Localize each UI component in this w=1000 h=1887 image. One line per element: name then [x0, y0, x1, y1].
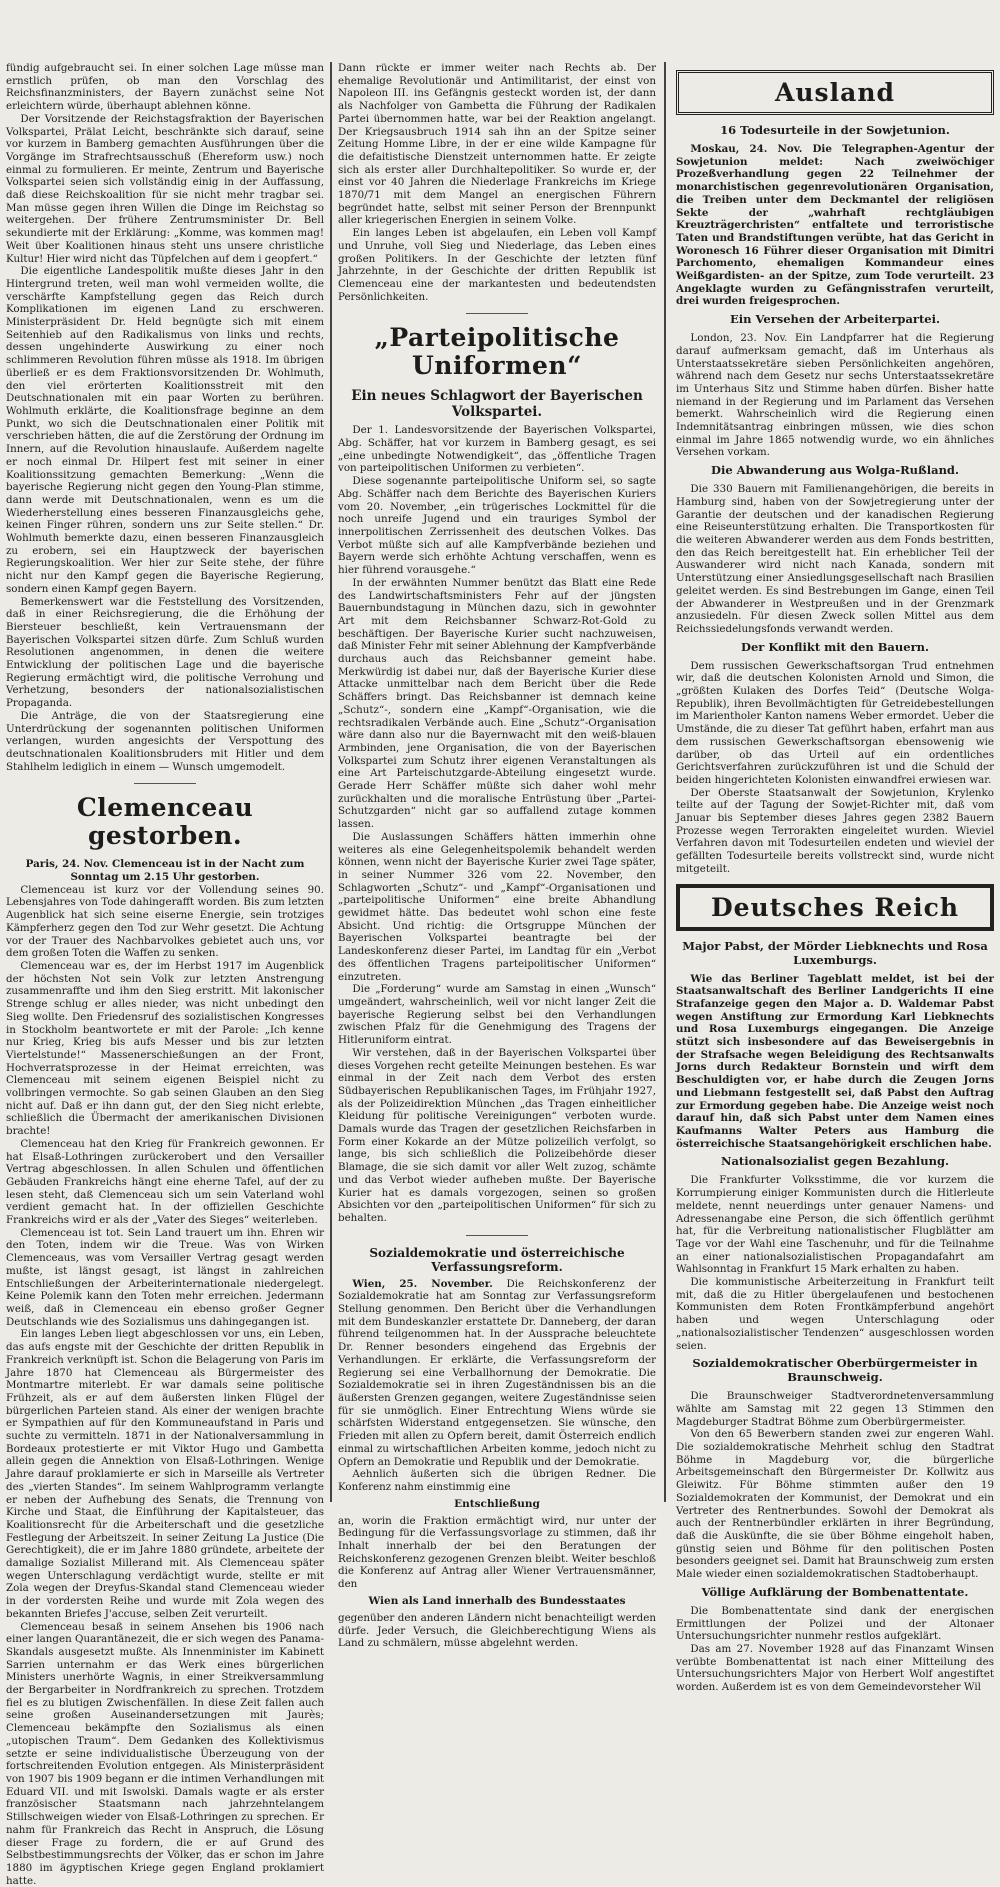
headline-clemenceau: Clemenceau gestorben. [76, 793, 254, 851]
article-paragraph: Der 1. Landesvorsitzende der Bayerischen Volkspartei, Abg. Schäffer, hat vor kurzem in Bamberg gesagt, es sei „eine unbedingte Notwendigkeit“, das „öffentliche Tragen von parteipolitischen Uniformen zu verbieten“. [338, 424, 656, 475]
article-paragraph: fündig aufgebraucht sei. In einer solchen Lage müsse man ernstlich prüfen, ob man den Vorschlag des Reichsfinanzministers, der Bayern zunächst seine Not erleichtern würde, überhaupt ablehnen könne. [6, 62, 324, 113]
subheading-wien: Wien als Land innerhalb des Bundesstaates [368, 1594, 626, 1607]
section-box-deutsches-reich: Deutsches Reich [676, 884, 994, 931]
article-paragraph: Die Bombenattentate sind dank der energischen Ermittlungen der Polizei und der Altonaer Untersuchungsrichter nunmehr restlos aufgeklärt. [676, 1604, 994, 1643]
article-paragraph: Dann rückte er immer weiter nach Rechts ab. Der ehemalige Revolutionär und Antimilitarist, der einst von Napoleon III. ins Gefängnis gesteckt worden ist, der dann als Nachfolger von Gambetta die Führung der Radikalen Partei übernommen hatte, war bei der Reaktion angelangt. Der Kriegsausbruch 1914 sah ihn an der Spitze seiner Zeitung Homme Libre, in der er eine wilde Kampagne für die defaitistische Dienstzeit unternommen hatte. Er zeigte sich als erster aller Durchhaltepolitiker. So wurde er, der einst vor 40 Jahren die Niederlage Frankreichs im Kriege 1870/71 mit dem Mangel an energischen Führern begründet hatte, selbst mit seiner Person der Brennpunkt aller kriegerischen Energien in seinem Volke. [338, 62, 656, 227]
headline-versehen: Ein Versehen der Arbeiterpartei. [730, 312, 940, 327]
headline-oberbuergermeister: Sozialdemokratischer Oberbürgermeister in Braunschweig. [692, 1356, 978, 1385]
subheading-entschliessung: Entschließung [454, 1497, 540, 1510]
article-paragraph: Von den 65 Bewerbern standen zwei zur engeren Wahl. Die sozialdemokratische Mehrheit schlug den Stadtrat Böhme in Magdeburg vor, die bürgerliche Arbeitsgemeinschaft den Bürgermeister Dr. Kollwitz aus Gleiwitz. Für Böhme stimmten außer den 19 Sozialdemokraten der Kommunist, der Demokrat und ein Vertreter des Rentnerbundes. Sowohl der Demokrat als auch der Rentnerbündler erklärten in ihrer Begründung, daß die Auskünfte, die sie über Böhme eingeholt haben, günstig seien und Böhme für den politischen Posten besonders geeignet sei. Damit hat Braunschweig zum ersten Male wieder einen sozialdemokratischen Stadtoberhaupt. [676, 1428, 994, 1581]
article-separator [466, 313, 528, 314]
article-paragraph: Dem russischen Gewerkschaftsorgan Trud entnehmen wir, daß die deutschen Kolonisten Arnold und Simon, die „größten Kulaken des Dorfes Teid“ (Deutsche Wolga-Republik), ihren Bevollmächtigten für Getreidebestellungen im Marientholer Kanton namens Weber ermordet. Ueber die Umstände, die zu dieser Tat geführt haben, erfahrt man aus dem russischen Gewerkschaftsorgan ebensowenig wie darüber, ob das Urteil auf ein ordentliches Gerichtsverfahren zurückzuführen ist und die Schuld der beiden hingerichteten Kolonisten einwandfrei erwiesen war. [676, 659, 994, 786]
headline-konflikt: Der Konflikt mit den Bauern. [741, 639, 929, 654]
subheadline-uniformen: Ein neues Schlagwort der Bayerischen Volkspartei. [351, 388, 643, 421]
dateline: Moskau, 24. Nov. [690, 143, 803, 155]
article-paragraph: Clemenceau hat den Krieg für Frankreich gewonnen. Er hat Elsaß-Lothringen zurückerobert und den Versailler Vertrag abgeschlossen. In allen Schulen und öffentlichen Gebäuden Frankreichs hängt eine eherne Tafel, auf der zu lesen steht, daß Clemenceau sich um sein Vaterland wohl verdient gemacht hat. In der offiziellen Geschichte Frankreichs wird er als der „Vater des Sieges“ weiterleben. [6, 1137, 324, 1227]
article-paragraph [338, 1278, 656, 1469]
article-lead [6, 858, 324, 883]
dateline: Paris, 24. Nov. [25, 858, 109, 871]
article-paragraph: Der Oberste Staatsanwalt der Sowjetunion, Krylenko teilte auf der Tagung der Sowjet-Richter mit, daß vom Januar bis September dieses Jahres gegen 2382 Bauern Prozesse wegen Terrorakten eingeleitet wurden. Wieviel Verfahren davon mit Todesurteilen endeten und wieviel der gefällten Todesurteile bereits vollstreckt sind, wurde nicht mitgeteilt. [676, 786, 994, 875]
article-paragraph: an, worin die Fraktion ermächtigt wird, nur unter der Bedingung für die Verfassungsvorlage zu stimmen, daß ihr Inhalt innerhalb der bei den Beratungen der Reichskonferenz gezogenen Grenzen bleibt. Weiter beschloß die Konferenz auf Antrag aller Wiener Vertrauensmänner, den [338, 1514, 656, 1591]
article-paragraph: Diese sogenannte parteipolitische Uniform sei, so sagte Abg. Schäffer nach dem Berichte des Bayerischen Kuriers vom 20. November, „ein trügerisches Lockmittel für die noch unreife Jugend und ein trauriges Symbol der innerpolitischen Zerrissenheit des deutschen Volkes. Das Verbot müßte sich auf alle Kampfverbände beziehen und Bayern werde sich erhöhte Achtung verschaffen, wenn es hier führend vorausgehe.“ [338, 475, 656, 577]
headline-todesurteile: 16 Todesurteile in der Sowjetunion. [720, 123, 950, 137]
article-paragraph: Clemenceau besaß in seinem Ansehen bis 1906 nach einer langen Quarantänezeit, die er sich wegen des Panama-Skandals ausgesetzt mußte. Als Innenminister im Kabinett Sarrien unternahm er das Werk eines bürgerlichen Ministers unerhörte Wagnis, in einer Streikversammlung der Bergarbeiter in Nordfrankreich zu sprechen. Trotzdem fiel es zu blutigen Zwischenfällen. In diese Zeit fallen auch seine großen Auseinandersetzungen mit Jaurès; Clemenceau bekämpfte den Sozialismus als einen „utopischen Traum“. Dem Gedanken des Kollektivismus setzte er seine individualistische Überzeugung von der fortschreitenden Evolution entgegen. Als Ministerpräsident von 1907 bis 1909 begann er die intimen Verhandlungen mit Eduard VII. und mit Iswolski. Damals wagte er als erster französischer Staatsmann nach jahrzehntelangem Stillschweigen wieder von Elsaß-Lothringen zu sprechen. Er nahm für Frankreich das Recht in Anspruch, die Lösung dieser Frage zu fordern, die er auf Grund des Selbstbestimmungsrechts der Völker, das er schon im Jahre 1880 im ägyptischen Kriege gegen England proklamiert hatte. [6, 1620, 324, 1887]
headline-uniformen: „Parteipolitische Uniformen“ [374, 323, 620, 381]
article-paragraph: Die Anträge, die von der Staatsregierung eine Unterdrückung der sogenannten politischen Uniformen verlangen, wurden angesichts der Verspottung des deutschnationalen Koalitionsbruders mit Hitler und dem Stahlhelm lediglich in einem — Wunsch umgemodelt. [6, 709, 324, 773]
article-paragraph: Clemenceau ist tot. Sein Land trauert um ihn. Ehren wir den Toten, indem wir die Treue. Was von Wirken Clemenceaus, was vom Versailler Vertrag gesagt werden mußte, ist längst gesagt, ist längst in zahlreichen Entschließungen der Arbeiterinternationale niedergelegt. Keine Polemik kann den Toten mehr erreichen. Jedermann weiß, daß in Clemenceau ein ebenso großer Gegner Deutschlands wie des Sozialismus uns dahingegangen ist. [6, 1226, 324, 1328]
article-separator [134, 783, 196, 784]
article-paragraph: Clemenceau war es, der im Herbst 1917 im Augenblick der höchsten Not sein Volk zur letzten Anstrengung zusammenraffte und ihm den Sieg erstritt. Mit lakonischer Strenge schlug er alles nieder, was nicht unbedingt den Sieg wollte. Den Friedensruf des sozialistischen Kongresses in Stockholm beantwortete er mit der Parole: „Ich kenne nur Krieg, Krieg bis aufs Messer und bis zur letzten Viertelstunde!“ Massenerschießungen an der Front, Hochverratsprozesse in der Heimat erreichten, was Clemenceau mit seinem eigenen Beispiel nicht zu vollbringen vermochte. So gab seinen Glauben an den Sieg nicht auf. Daß er ihn dann gut, der den Sieg nicht erlebte, schließlich die Übermacht der amerikanischen Divisionen brachte! [6, 960, 324, 1138]
column-middle [338, 62, 656, 1650]
article-paragraph: Die Auslassungen Schäffers hätten immerhin ohne weiteres als eine Gelegenheitspolemik behandelt werden können, wenn nicht der Bayerische Kurier zwei Tage später, in seiner Nummer 326 vom 22. November, den Schlagworten „Schutz“- und „Kampf“-Organisationen und „parteipolitische Uniformen“ eine breite Abhandlung gewidmet hätte. Das bedeutet wohl schon eine feste Absicht. Und richtig: die Ortsgruppe München der Bayerischen Volkspartei beantragte bei der Landeskonferenz dieser Partei, im Landtag für ein „Verbot des öffentlichen Tragens parteipolitischer Uniformen“ einzutreten. [338, 830, 656, 983]
article-paragraph: In der erwähnten Nummer benützt das Blatt eine Rede des Landwirtschaftsministers Fehr auf der jüngsten Bauernbundstagung in München dazu, sich in gewohnter Art mit dem Reichsbanner Schwarz-Rot-Gold zu beschäftigen. Der Bayerische Kurier sucht nachzuweisen, daß Minister Fehr mit seiner Ablehnung der Kampfverbände durchaus auch das Reichsbanner gemeint habe. Merkwürdig ist dabei nur, daß der Bayerische Kurier diese Attacke unmittelbar nach dem Bericht über die Rede Schäffers bringt. Das Reichsbanner ist demnach keine „Schutz“-, sondern eine „Kampf“-Organisation, wie die rechtsradikalen Verbände auch. Eine „Schutz“-Organisation wäre dann also nur die Bayernwacht mit den weiß-blauen Armbinden, jene Organisation, die von der Bayerischen Volkspartei zum Schutz ihrer eigenen Veranstaltungen als eine Art Parteischutzgarde-Abteilung eingesetzt wurde. Gerade Herr Schäffer müßte sich daher wohl mehr zurückhalten und die moralische Entrüstung über „Partei-Schutzgarden“ nicht gar so auffallend zutage kommen lassen. [338, 576, 656, 831]
article-paragraph: Clemenceau ist kurz vor der Vollendung seines 90. Lebensjahres von Tode dahingerafft worden. Bis zum letzten Augenblick hat sich seine eiserne Energie, sein trotziges Kämpferherz gegen den Tod zur Wehr gesetzt. Die Achtung vor der Trauer des Nachbarvolkes gebietet auch uns, vor dem großen Toten die Waffen zu senken. [6, 883, 324, 960]
article-paragraph [676, 143, 994, 308]
headline-bombenattentate: Völlige Aufklärung der Bombenattentate. [701, 1584, 969, 1599]
column-divider [664, 62, 666, 1502]
article-paragraph: Die Frankfurter Volksstimme, die vor kurzem die Korrumpierung einiger Kommunisten durch die Hitlerleute meldete, nennt neuerdings unter genauer Namens- und Adressenangabe eine Person, die sich öffentlich gerühmt hat, für die Verbreitung nationalistischer Flugblätter am Tage vor der Wahl eine Taschenuhr, und für die Teilnahme an einer nationalsozialistischen Propagandafahrt am Wahlsonntag in Frankfurt 15 Mark erhalten zu haben. [676, 1174, 994, 1276]
paragraph-text: Die Reichskonferenz der Sozialdemokratie hat am Sonntag zur Verfassungsreform Stellung genommen. Den Bericht über die Verhandlungen mit dem Bundeskanzler erstattete Dr. Danneberg, der daran führend teilgenommen hat. In der Aussprache beleuchtete Dr. Renner besonders eingehend das Ergebnis der Verhandlungen. Er erklärte, die Verfassungsreform der Regierung sei eine Verballhornung der Demokratie. Die Sozialdemokratie sei in ihren Zugeständnissen bis an die äußersten Grenzen gegangen, weitere Zugeständnisse seien für sie unmöglich. Einer Entrechtung Wiens würde sie schärfsten Widerstand entgegensetzen. Sie wünsche, den Frieden mit allen zu Opfern bereit, damit Österreich endlich einmal zu wirtschaftlichen Arbeiten komme, jedoch nicht zu Opfern an Demokratie und Republik und der Demokratie. [338, 1277, 656, 1468]
article-paragraph: Die „Forderung“ wurde am Samstag in einen „Wunsch“ umgeändert, wahrscheinlich, weil vor nicht langer Zeit die bayerische Regierung selbst bei den Verhandlungen zwischen Pfalz für die Genehmigung des Tragens der Hitleruniform eintrat. [338, 983, 656, 1047]
dateline: Wien, 25. November. [352, 1277, 493, 1290]
article-separator [466, 1235, 528, 1236]
headline-wolga: Die Abwanderung aus Wolga-Rußland. [711, 463, 959, 478]
article-paragraph: Die 330 Bauern mit Familienangehörigen, die bereits in Hamburg sind, haben von der Sowjetregierung unter der Garantie der deutschen und der kanadischen Regierung eine Reiseunterstützung erhalten. Die Transportkosten für die weiteren Abwanderer werden aus dem Fonds bestritten, den das Reich bereitgestellt hat. Ein erheblicher Teil der Auswanderer wird nicht nach Kanada, sondern mit Unterstützung einer Ansiedlungsgesellschaft nach Brasilien geleitet werden. Es sind Bestrebungen im Gange, einen Teil der Abwanderer in Westpreußen und in der Grenzmark anzusiedeln. Für diesen Zweck sollen Mittel aus dem Reichssiedelungsfonds verwandt werden. [676, 483, 994, 635]
article-paragraph: Die eigentliche Landespolitik mußte dieses Jahr in den Hintergrund treten, weil man wohl vermeiden wollte, die verschärfte Kampfstellung gegen das Reich durch Komplikationen im eigenen Land zu erschweren. Ministerpräsident Dr. Held begnügte sich mit einem Seitenhieb auf den Radikalismus von links und rechts, dessen ungehinderte Auswirkung zu einer noch schlimmeren Revolution führen müsse als 1918. Im übrigen überließ er es dem Fraktionsvorsitzenden Dr. Wohlmuth, den viel erörterten Koalitionsstreit mit den Deutschnationalen mit ein paar Worten zu berühren. Wohlmuth erklärte, die Koalitionsfrage beginne an dem Punkt, wo sich die Deutschnationalen einer Politik mit verschrieben hätten, die auf die Zerstörung der Ordnung im Innern, auf die Revolution hinauslaufe. Außerdem nagelte er noch einmal Dr. Hilpert fest mit seiner in einer Koalitionssitzung gemachten Bemerkung: „Wenn die bayerische Regierung nicht gegen den Young-Plan stimme, dann werde mit Deutschnationalen, wenn es um die Wiederherstellung eines besseren Finanzausgleichs gehe, keinen Finger rühren, sondern uns zur Seite stellen.“ Dr. Wohlmuth bemerkte dazu, einen besseren Finanzausgleich zu erobern, sei ein Hauptzweck der bayerischen Regierungskoalition. Wer hier zur Seite stehe, der führe nicht nur den Kampf gegen die Bayerische Regierung, sondern einen Kampf gegen Bayern. [6, 265, 324, 595]
article-paragraph: Bemerkenswert war die Feststellung des Vorsitzenden, daß in einer Reichsregierung, die die Erhöhung der Biersteuer beschließt, kein Vertrauensmann der Bayerischen Volkspartei sitzen dürfe. Zum Schluß wurden Resolutionen angenommen, in denen die weitere Entwicklung der politischen Lage und die bayerische Regierung ermächtigt wird, die politische Verrohung und Verhetzung, besonders der nationalsozialistischen Propaganda. [6, 595, 324, 710]
article-paragraph: Wir verstehen, daß in der Bayerischen Volkspartei über dieses Vorgehen recht geteilte Meinungen bestehen. Es war einmal in der Zeit nach dem Verbot des ersten Südbayerischen Republikanischen Tages, im Frühjahr 1927, als der Polizeidirektion München „das Tragen einheitlicher Kleidung für politische Vereinigungen“ verboten wurde. Damals wurde das Tragen der gesetzlichen Reichsfarben in Form einer Kokarde an der Mütze polizeilich verfolgt, so lange, bis sich schließlich die Polizeibehörde dieser Blamage, die sie sich damit vor aller Welt zuzog, schämte und das Verbot wieder aufheben mußte. Der Bayerische Kurier hat es damals vorgezogen, seinen so großen Absichten vor den „parteipolitischen Uniformen“ für sich zu behalten. [338, 1046, 656, 1224]
article-paragraph: Ein langes Leben ist abgelaufen, ein Leben voll Kampf und Unruhe, voll Sieg und Niederlage, das Leben eines großen Politikers. In der Geschichte der letzten fünf Jahrzehnte, in der Geschichte der dritten Republik ist Clemenceau eine der markantesten und bedeutendsten Persönlichkeiten. [338, 227, 656, 303]
article-paragraph: Ein langes Leben liegt abgeschlossen vor uns, ein Leben, das aufs engste mit der Geschichte der dritten Republik in Frankreich verknüpft ist. Schon die Belagerung von Paris im Jahre 1870 hat Clemenceau als Bürgermeister des Montmartre miterlebt. Er war damals seine politische Frühzeit, als er auf dem äußersten linken Flügel der bürgerlichen Parteien stand. Als einer der wenigen brachte er Sympathien auf für den Kommuneaufstand in Paris und suchte zu vermitteln. 1871 in der Nationalversammlung in Bordeaux protestierte er mit Viktor Hugo und Gambetta allein gegen die Annektion von Elsaß-Lothringen. Wenige Jahre darauf proklamierte er sich in Marseille als Vertreter des „vierten Standes“. Im seinem Wahlprogramm verlangte er neben der Aufhebung des Senats, die Trennung von Kirche und Staat, die Einführung der Kapitalsteuer, das Koalitionsrecht für die Arbeiterschaft und die gesetzliche Festlegung der Arbeitszeit. In seiner Zeitung La Justice (Die Gerechtigkeit), die er im Jahre 1880 gründete, arbeitete der damalige Sozialist Millerand mit. Als Clemenceau später wegen Unterschlagung verdächtigt wurde, stellte er mit Zola wegen der Dreyfus-Skandal stand Clemenceau wieder in der vordersten Reihe und wurde mit Zola wegen des bekannten Briefes J'accuse, selben Zeit verurteilt. [6, 1328, 324, 1620]
headline-pabst: Major Pabst, der Mörder Liebknechts und Rosa Luxemburgs. [682, 938, 988, 967]
paragraph-text: Die Telegraphen-Agentur der Sowjetunion meldet: Nach zweiwöchiger Prozeßverhandlung gegen 22 Teilnehmer der monarchistischen gegenrevolutionären Organisation, die Treiben unter dem Deckmantel der religiösen Sekte der „wahrhaft rechtgläubigen Kreuzträgerchristen“ entfaltete und terroristische Taten und Brandstiftungen verübte, hat das Gericht in Woronesch 16 Führer dieser Organisation mit Dimitri Parchomento, ehemaligen Kommandeur eines Weißgardisten- an der Spitze, zum Tode verurteilt. 23 Angeklagte wurden zu Gefängnisstrafen verurteilt, drei wurden freigesprochen. [676, 143, 994, 308]
article-paragraph: Der Vorsitzende der Reichstagsfraktion der Bayerischen Volkspartei, Prälat Leicht, beschränkte sich darauf, seine vor kurzem in Bamberg gemachten Ausführungen über die Vorgänge im Strafrechtsausschuß (Ehereform usw.) noch einmal zu formulieren. Er meinte, Zentrum und Bayerische Volkspartei seien sich vollständig einig in der Auffassung, daß diese Reichskoalition für sie nicht mehr tragbar sei. Man müsse gegen ihren Willen die Dinge im Reichstag so weitergehen. Der frühere Zentrumsminister Dr. Bell sekundierte mit der Erklärung: „Komme, was kommen mag! Weit über Koalitionen hinaus steht uns unsere christliche Kultur! Hier wird nicht das Tüpfelchen auf dem i geopfert.“ [6, 112, 324, 265]
column-divider [330, 62, 332, 1502]
article-paragraph: Aehnlich äußerten sich die übrigen Redner. Die Konferenz nahm einstimmig eine [338, 1468, 656, 1493]
headline-bezahlung: Nationalsozialist gegen Bezahlung. [720, 1154, 950, 1169]
article-paragraph: London, 23. Nov. Ein Landpfarrer hat die Regierung darauf aufmerksam gemacht, daß im Unterhaus als Unterstaatssekretäre sieben Persönlichkeiten angehören, während nach dem Gesetz nur sechs Unterstaatssekretäre im Unterhaus Sitz und Stimme haben dürfen. Bisher hatte niemand in der Regierung und im Parlament das Versehen bemerkt. Wahrscheinlich wird die Regierung einen Indemnitätsantrag einbringen müssen, wie dies schon einmal im Jahre 1865 notwendig wurde, wo ein ähnliches Versehen vorkam. [676, 332, 994, 459]
article-paragraph: Die Braunschweiger Stadtverordnetenversammlung wählte am Samstag mit 22 gegen 13 Stimmen den Magdeburger Stadtrat Böhme zum Oberbürgermeister. [676, 1390, 994, 1428]
column-right [676, 62, 994, 1694]
headline-verfassungsreform: Sozialdemokratie und österreichische Verfassungsreform. [369, 1245, 625, 1274]
article-paragraph: gegenüber den anderen Ländern nicht benachteiligt werden dürfe. Jeder Versuch, die Gleichberechtigung Wiens als Land zu schmälern, müsse abgelehnt werden. [338, 1611, 656, 1650]
article-paragraph: Das am 27. November 1928 auf das Finanzamt Winsen verübte Bombenattentat ist nach einer Mitteilung des Untersuchungsrichters Major von Herbert Wolf angestiftet worden. Außerdem ist es von dem Gemeindevorsteher Wil [676, 1642, 994, 1694]
article-paragraph: Wie das Berliner Tageblatt meldet, ist bei der Staatsanwaltschaft des Berliner Landgerichts II eine Strafanzeige gegen den Major a. D. Waldemar Pabst wegen Anstiftung zur Ermordung Karl Liebknechts und Rosa Luxemburgs eingegangen. Die Anzeige stützt sich insbesondere auf das Beweisergebnis in der Strafsache wegen Beleidigung des Rechtsanwalts Jorns durch Redakteur Bornstein und wirft dem Beschuldigten vor, er habe durch die Zeugen Jorns und Liebmann festgestellt sei, daß Pabst den Auftrag zur Ermordung gegeben habe. Die Anzeige weist noch darauf hin, daß sich Pabst unter dem Namen eines Kaufmanns Walter Peters aus Hamburg die österreichische Staatsangehörigkeit erschlichen habe. [676, 972, 994, 1150]
column-left [6, 62, 324, 1887]
section-box-ausland: Ausland [676, 70, 994, 115]
article-paragraph: Die kommunistische Arbeiterzeitung in Frankfurt teilt mit, daß die zu Hitler übergelaufenen und bestochenen Kommunisten dem Roten Frontkämpferbund angehört haben und wegen Unterschlagung oder „nationalsozialistischer Tendenzen“ ausgeschlossen worden seien. [676, 1276, 994, 1352]
lead-text: Clemenceau ist in der Nacht zum Sonntag um 2.15 Uhr gestorben. [70, 858, 305, 884]
